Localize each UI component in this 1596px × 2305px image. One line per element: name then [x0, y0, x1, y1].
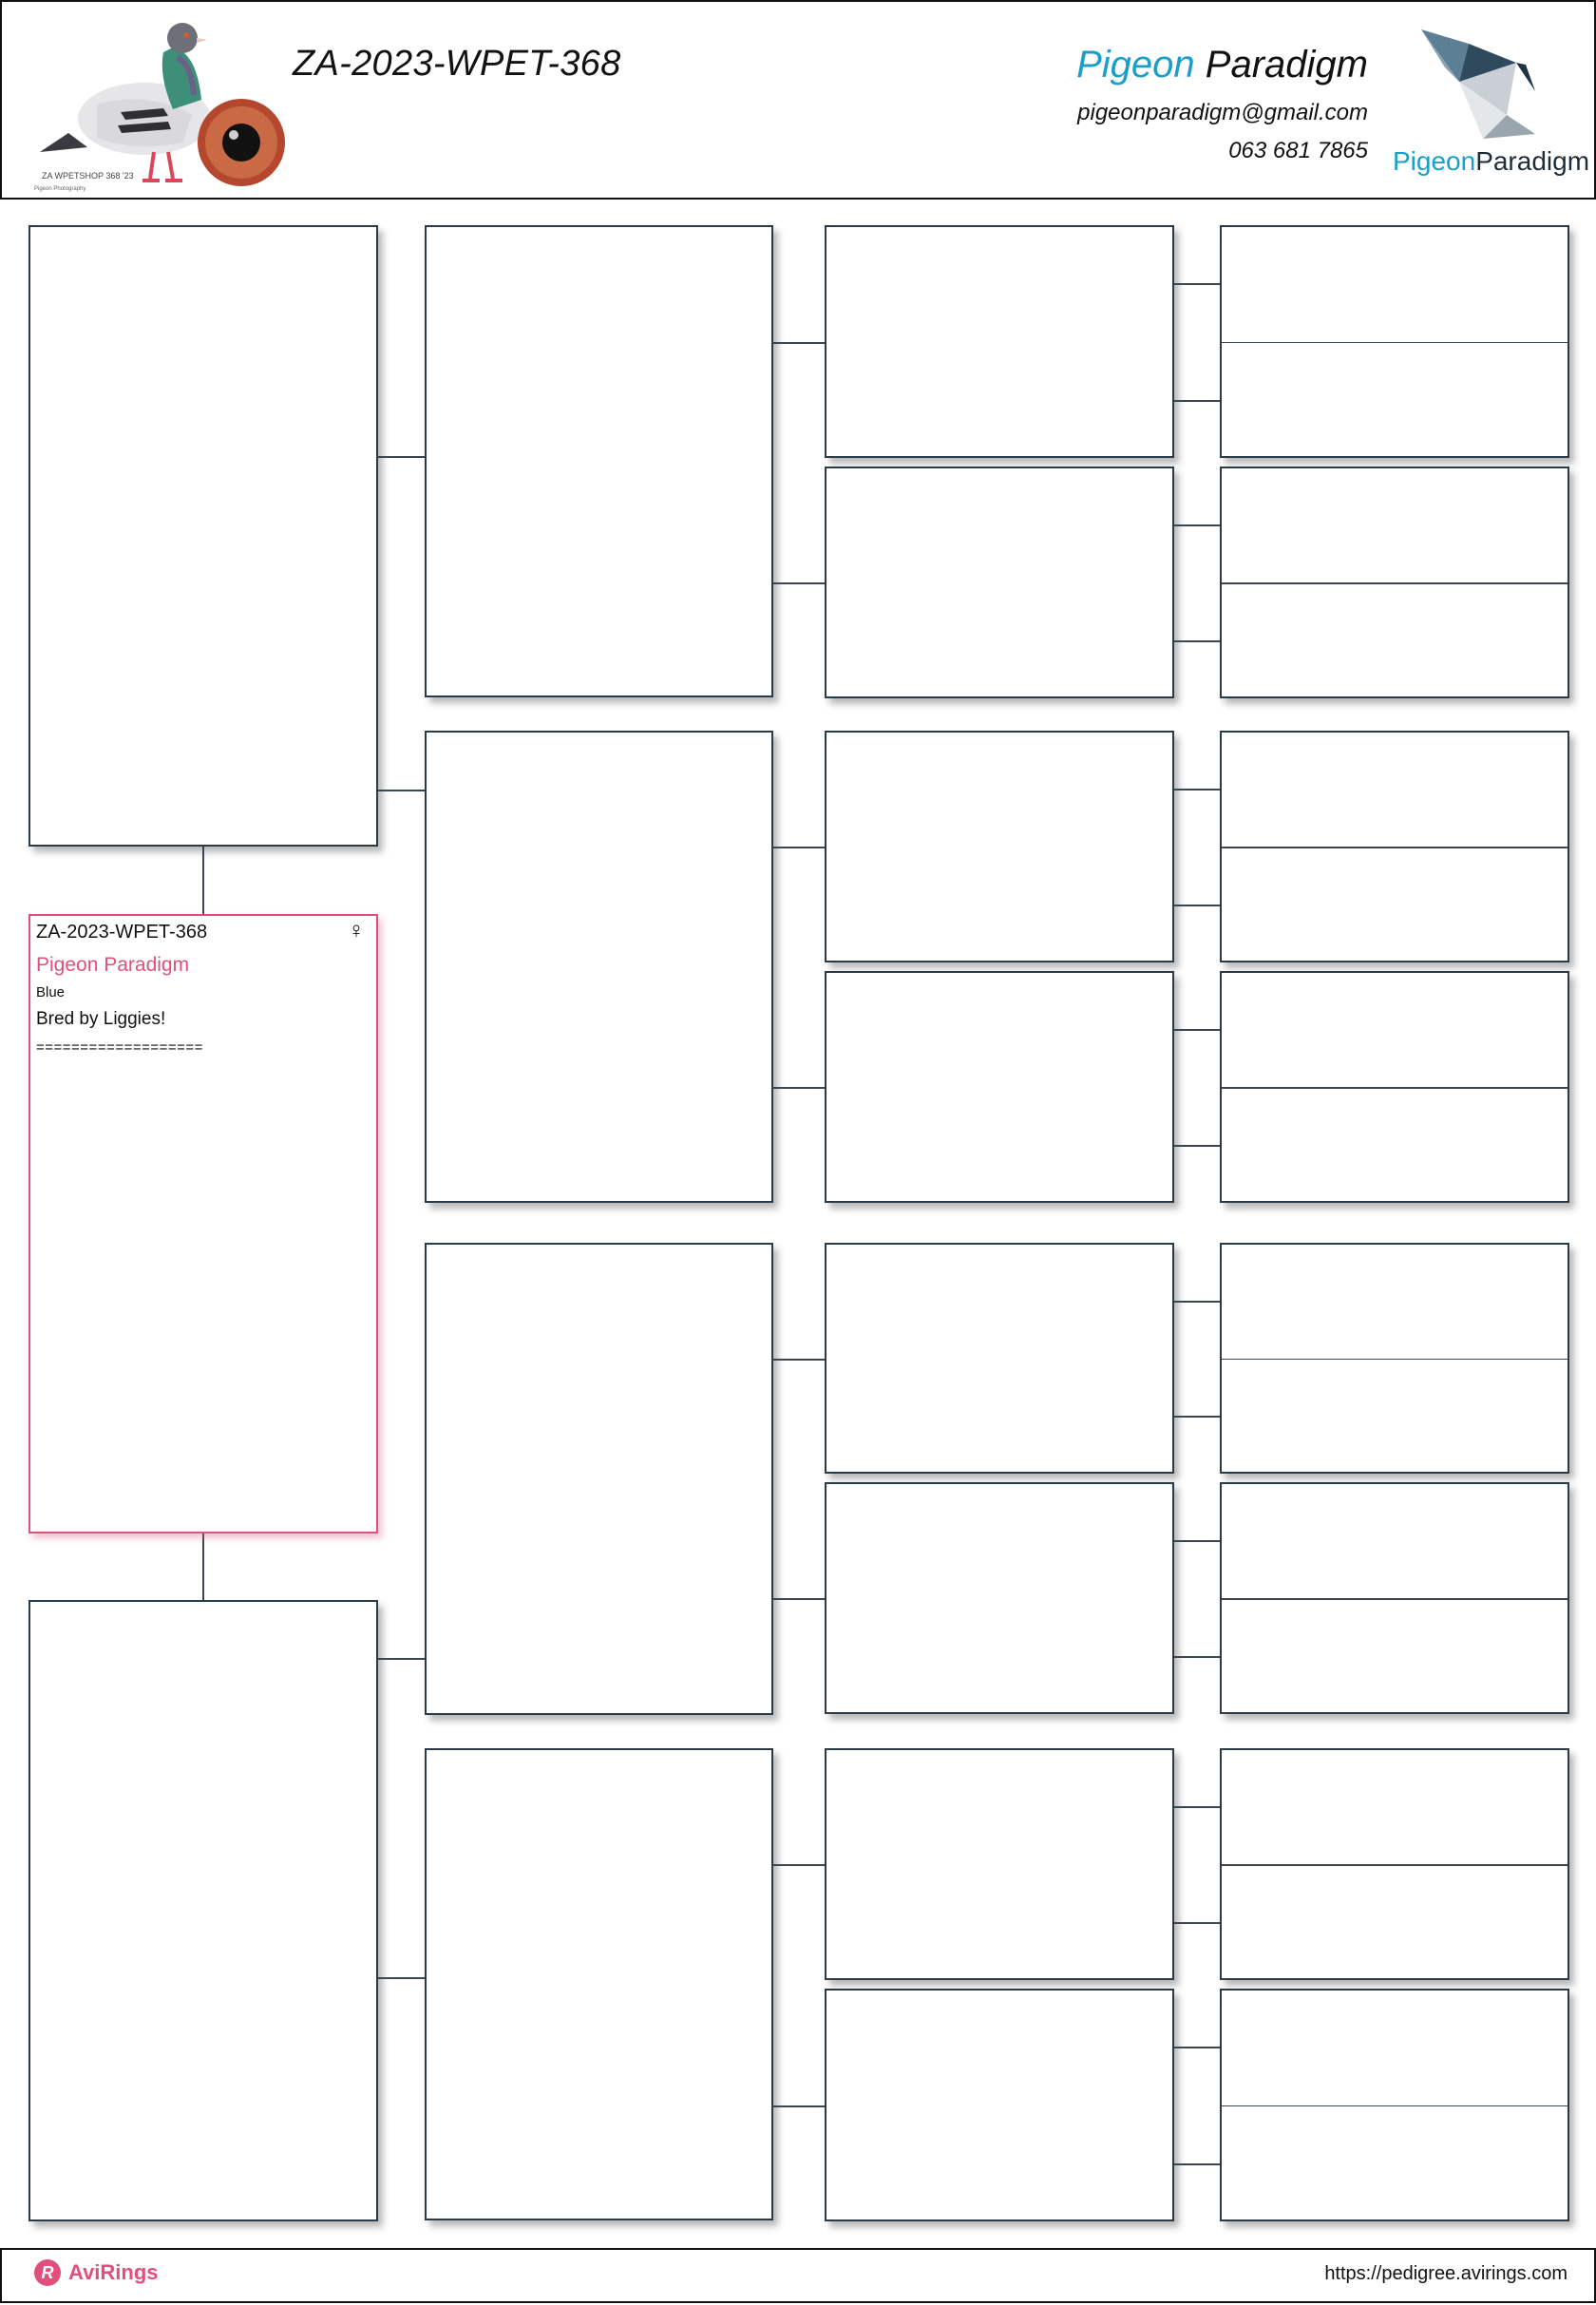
great-grandparent-card-6[interactable] — [825, 1482, 1174, 1714]
connector-line — [1174, 1301, 1220, 1303]
connector-line — [1174, 1145, 1220, 1147]
great-great-grandparent-pair-8[interactable] — [1220, 1989, 1569, 2221]
header-bar — [0, 0, 1596, 200]
connector-line — [1174, 1540, 1220, 1542]
connector-line — [1174, 1029, 1220, 1031]
connector-line — [773, 342, 825, 344]
ancestor-divider — [1222, 847, 1568, 848]
ancestor-divider — [1222, 1864, 1568, 1866]
pigeon-photo — [30, 10, 296, 195]
connector-line — [202, 1533, 204, 1600]
connector-line — [773, 1359, 825, 1361]
connector-line — [773, 1864, 825, 1866]
connector-line — [1174, 1806, 1220, 1808]
great-grandparent-card-2[interactable] — [825, 467, 1174, 698]
contact-phone: 063 681 7865 — [1228, 138, 1368, 163]
connector-line — [378, 456, 425, 458]
photo-caption: ZA WPETSHOP 368 '23 — [42, 171, 134, 181]
connector-line — [1174, 789, 1220, 791]
logo-word-second: Paradigm — [1475, 146, 1590, 176]
connector-line — [773, 847, 825, 848]
footer-brand[interactable] — [34, 2259, 159, 2286]
great-great-grandparent-pair-5[interactable] — [1220, 1243, 1569, 1474]
dam-card[interactable] — [28, 1600, 378, 2221]
sire-card[interactable] — [28, 225, 378, 847]
subject-ring-number: ZA-2023-WPET-368 — [36, 922, 208, 943]
ancestor-divider — [1222, 1087, 1568, 1089]
great-great-grandparent-pair-6[interactable] — [1220, 1482, 1569, 1714]
brand-logo — [1393, 25, 1590, 186]
photo-credit: Pigeon Photography — [34, 186, 86, 192]
great-great-grandparent-pair-4[interactable] — [1220, 971, 1569, 1203]
great-grandparent-card-3[interactable] — [825, 731, 1174, 962]
ancestor-divider — [1222, 342, 1568, 344]
footer-url[interactable]: https://pedigree.avirings.com — [1324, 2263, 1568, 2284]
great-grandparent-card-1[interactable] — [825, 225, 1174, 458]
connector-line — [1174, 1922, 1220, 1924]
great-grandparent-card-5[interactable] — [825, 1243, 1174, 1474]
subject-note: Bred by Liggies! — [36, 1009, 166, 1029]
ancestor-divider — [1222, 1598, 1568, 1600]
ancestor-divider — [1222, 582, 1568, 584]
connector-line — [773, 2105, 825, 2107]
origami-bird-icon — [1393, 25, 1564, 148]
ancestor-divider — [1222, 2105, 1568, 2107]
female-symbol-icon: ♀ — [348, 918, 365, 943]
connector-line — [1174, 1656, 1220, 1658]
great-grandparent-card-8[interactable] — [825, 1989, 1174, 2221]
great-great-grandparent-pair-1[interactable] — [1220, 225, 1569, 458]
connector-line — [1174, 1416, 1220, 1418]
brand-first: Pigeon — [1076, 44, 1195, 86]
connector-line — [1174, 400, 1220, 402]
subject-separator: =================== — [36, 1039, 203, 1056]
ancestor-divider — [1222, 1359, 1568, 1361]
connector-line — [378, 1658, 425, 1660]
contact-email: pigeonparadigm@gmail.com — [1077, 100, 1368, 125]
footer-brand-label: AviRings — [68, 2260, 159, 2284]
connector-line — [1174, 2047, 1220, 2048]
connector-line — [1174, 640, 1220, 642]
connector-line — [378, 790, 425, 791]
connector-line — [1174, 905, 1220, 906]
connector-line — [773, 1087, 825, 1089]
connector-line — [378, 1977, 425, 1979]
great-grandparent-card-4[interactable] — [825, 971, 1174, 1203]
brand-second: Paradigm — [1205, 44, 1368, 86]
page-title: ZA-2023-WPET-368 — [293, 44, 621, 84]
grandparent-card-2[interactable] — [425, 731, 773, 1203]
connector-line — [1174, 2163, 1220, 2165]
connector-line — [773, 582, 825, 584]
grandparent-card-1[interactable] — [425, 225, 773, 697]
great-grandparent-card-7[interactable] — [825, 1748, 1174, 1980]
connector-line — [1174, 283, 1220, 285]
logo-word-first: Pigeon — [1393, 146, 1476, 176]
grandparent-card-4[interactable] — [425, 1748, 773, 2220]
subject-owner: Pigeon Paradigm — [36, 954, 190, 976]
connector-line — [773, 1598, 825, 1600]
brand-name — [1076, 44, 1368, 86]
great-great-grandparent-pair-2[interactable] — [1220, 467, 1569, 698]
subject-color: Blue — [36, 984, 66, 1000]
subject-bird-card[interactable] — [28, 914, 378, 1533]
avirings-logo-icon: R — [34, 2259, 61, 2286]
grandparent-card-3[interactable] — [425, 1243, 773, 1715]
connector-line — [202, 847, 204, 914]
great-great-grandparent-pair-7[interactable] — [1220, 1748, 1569, 1980]
great-great-grandparent-pair-3[interactable] — [1220, 731, 1569, 962]
connector-line — [1174, 524, 1220, 526]
